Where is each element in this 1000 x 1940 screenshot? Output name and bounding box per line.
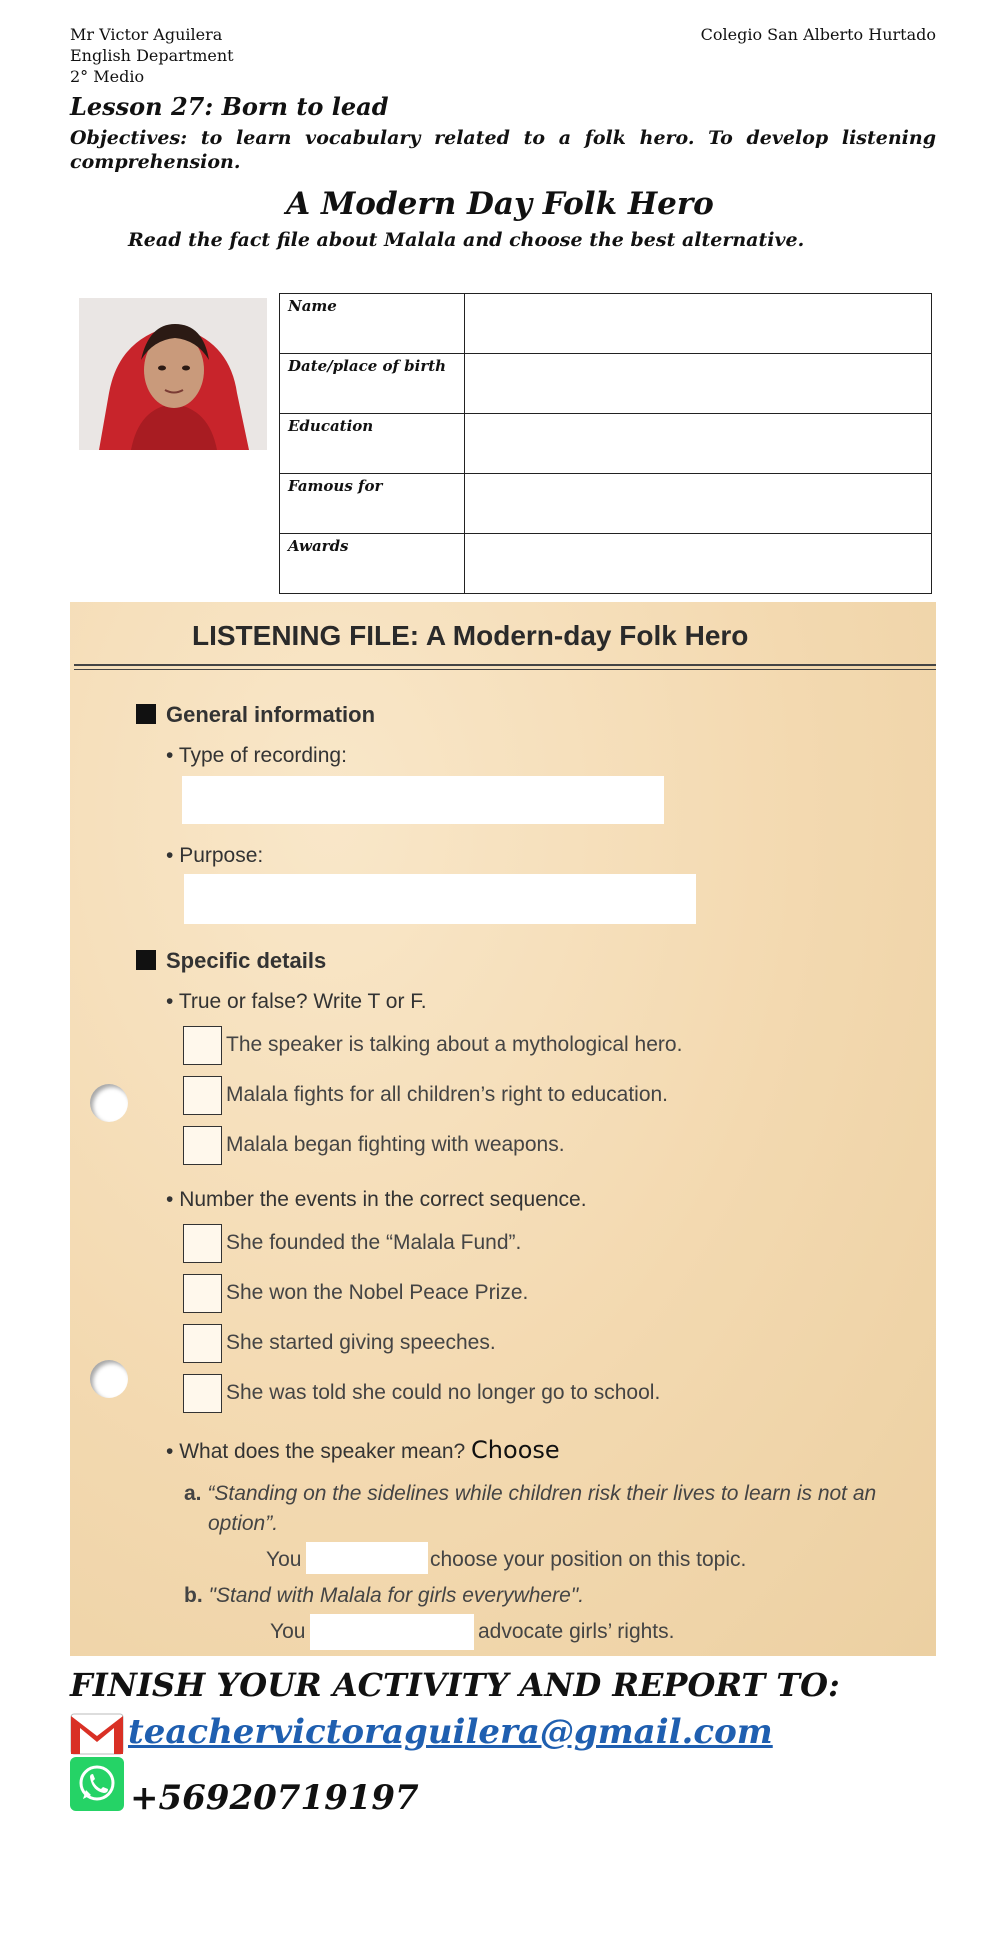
fact-answer-cell[interactable]	[465, 474, 932, 534]
answer-checkbox[interactable]	[183, 1224, 222, 1263]
type-answer-box[interactable]	[182, 776, 664, 824]
fact-answer-cell[interactable]	[465, 534, 932, 594]
meaning-label: • What does the speaker mean? Choose	[166, 1436, 560, 1464]
answer-checkbox[interactable]	[183, 1126, 222, 1165]
fact-label: Famous for	[280, 474, 465, 534]
page-title: A Modern Day Folk Hero	[286, 186, 714, 222]
table-row	[280, 294, 932, 354]
answer-a-input[interactable]	[306, 1542, 428, 1574]
answer-b-input[interactable]	[310, 1614, 474, 1650]
fact-answer-cell[interactable]	[465, 414, 932, 474]
sequence-item: She was told she could no longer go to school.	[183, 1374, 660, 1413]
email-link[interactable]: teachervictoraguilera@gmail.com	[128, 1712, 773, 1752]
answer-checkbox[interactable]	[183, 1274, 222, 1313]
lesson-title: Lesson 27: Born to lead	[70, 92, 389, 121]
choose-label: Choose	[471, 1436, 560, 1464]
listening-title: LISTENING FILE: A Modern-day Folk Hero	[192, 620, 749, 651]
question-a-cont: option”.	[208, 1512, 279, 1535]
fact-label: Education	[280, 414, 465, 474]
objectives: Objectives: to learn vocabulary related to a folk hero. To develop listening comprehension.	[70, 127, 936, 173]
table-row	[280, 474, 932, 534]
teacher-name: Mr Victor Aguilera	[70, 25, 223, 44]
portrait-photo	[79, 298, 267, 450]
tf-label: • True or false? Write T or F.	[166, 990, 427, 1014]
fact-label: Awards	[280, 534, 465, 594]
answer-checkbox[interactable]	[183, 1076, 222, 1115]
purpose-label: • Purpose:	[166, 844, 263, 868]
table-row	[280, 354, 932, 414]
header-left	[70, 24, 234, 87]
answer-checkbox[interactable]	[183, 1324, 222, 1363]
grade: 2° Medio	[70, 67, 145, 86]
fact-label: Name	[280, 294, 465, 354]
question-a: a. “Standing on the sidelines while children risk their lives to learn is not an	[184, 1482, 877, 1505]
listening-file	[70, 602, 936, 1656]
fact-answer-cell[interactable]	[465, 354, 932, 414]
question-a-answer: You	[266, 1548, 302, 1571]
instruction: Read the fact file about Malala and choose the best alternative.	[128, 229, 805, 251]
square-bullet-icon	[136, 704, 156, 724]
answer-checkbox[interactable]	[183, 1026, 222, 1065]
answer-checkbox[interactable]	[183, 1374, 222, 1413]
whatsapp-icon	[70, 1757, 124, 1815]
specific-heading: Specific details	[136, 948, 326, 974]
purpose-answer-box[interactable]	[184, 874, 696, 924]
tf-item: The speaker is talking about a mythological hero.	[183, 1026, 682, 1065]
sequence-item: She started giving speeches.	[183, 1324, 496, 1363]
fact-label: Date/place of birth	[280, 354, 465, 414]
table-row	[280, 414, 932, 474]
binder-hole	[90, 1084, 128, 1122]
phone-number: +56920719197	[130, 1778, 419, 1818]
fact-answer-cell[interactable]	[465, 294, 932, 354]
question-b-answer: You	[270, 1620, 306, 1643]
sequence-label: • Number the events in the correct sequence.	[166, 1188, 587, 1212]
question-b-rest: advocate girls’ rights.	[478, 1620, 675, 1643]
school-name: Colegio San Alberto Hurtado	[700, 25, 936, 44]
sequence-item: She founded the “Malala Fund”.	[183, 1224, 521, 1263]
type-label: • Type of recording:	[166, 744, 347, 768]
tf-item: Malala fights for all children’s right to education.	[183, 1076, 668, 1115]
square-bullet-icon	[136, 950, 156, 970]
department: English Department	[70, 46, 234, 65]
divider	[74, 664, 936, 666]
fact-file-table	[279, 293, 932, 594]
question-a-rest: choose your position on this topic.	[430, 1548, 747, 1571]
tf-item: Malala began fighting with weapons.	[183, 1126, 565, 1165]
sequence-item: She won the Nobel Peace Prize.	[183, 1274, 528, 1313]
divider	[74, 669, 936, 670]
general-heading: General information	[136, 702, 375, 728]
binder-hole	[90, 1360, 128, 1398]
question-b: b. "Stand with Malala for girls everywhere".	[184, 1584, 585, 1607]
finish-instruction: FINISH YOUR ACTIVITY AND REPORT TO:	[70, 1666, 840, 1704]
gmail-icon	[70, 1712, 124, 1760]
table-row	[280, 534, 932, 594]
